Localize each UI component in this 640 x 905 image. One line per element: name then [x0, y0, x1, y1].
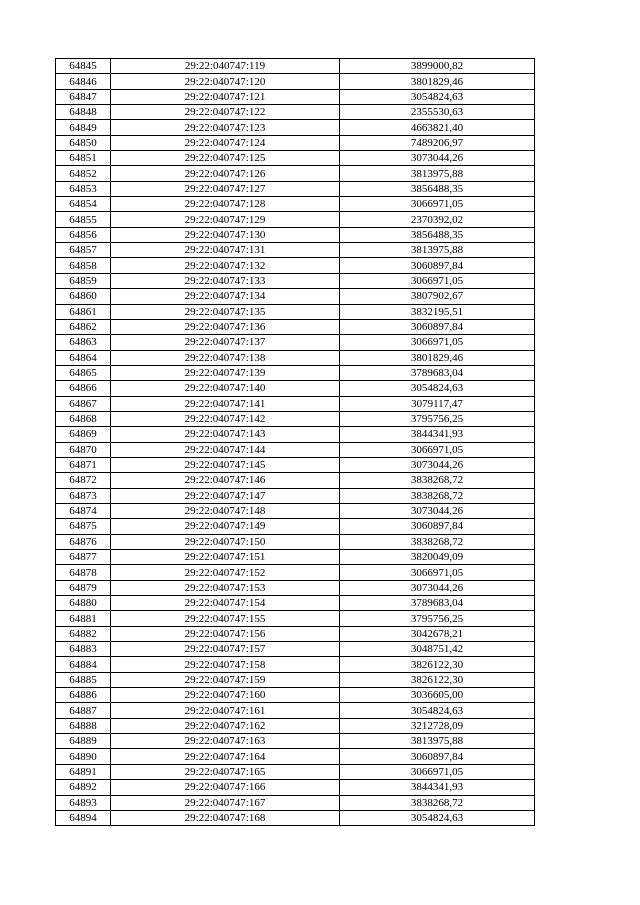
row-number-cell: 64894: [56, 810, 111, 825]
cadastral-value-cell: 3838268,72: [340, 534, 535, 549]
cadastral-number-cell: 29:22:040747:133: [111, 273, 340, 288]
cadastral-value-cell: 3789683,04: [340, 596, 535, 611]
table-row: [56, 703, 535, 718]
cadastral-value-cell: 3054824,63: [340, 89, 535, 104]
cadastral-value-cell: 3066971,05: [340, 565, 535, 580]
row-number-cell: 64892: [56, 780, 111, 795]
table-row: [56, 596, 535, 611]
cadastral-number-cell: 29:22:040747:165: [111, 764, 340, 779]
cadastral-number-cell: 29:22:040747:135: [111, 304, 340, 319]
cadastral-number-cell: 29:22:040747:147: [111, 488, 340, 503]
cadastral-value-cell: 3060897,84: [340, 749, 535, 764]
cadastral-number-cell: 29:22:040747:151: [111, 550, 340, 565]
cadastral-value-table: [55, 58, 535, 826]
cadastral-value-cell: 4663821,40: [340, 120, 535, 135]
table-row: [56, 151, 535, 166]
cadastral-value-cell: 3826122,30: [340, 657, 535, 672]
cadastral-value-cell: 3066971,05: [340, 273, 535, 288]
row-number-cell: 64873: [56, 488, 111, 503]
table-row: [56, 780, 535, 795]
table-row: [56, 396, 535, 411]
cadastral-value-cell: 7489206,97: [340, 135, 535, 150]
cadastral-value-cell: 3066971,05: [340, 335, 535, 350]
cadastral-value-cell: 3838268,72: [340, 795, 535, 810]
cadastral-value-cell: 3801829,46: [340, 74, 535, 89]
cadastral-value-cell: 3813975,88: [340, 734, 535, 749]
cadastral-value-cell: 3073044,26: [340, 503, 535, 518]
table-row: [56, 304, 535, 319]
row-number-cell: 64866: [56, 381, 111, 396]
table-row: [56, 227, 535, 242]
table-row: [56, 59, 535, 74]
cadastral-number-cell: 29:22:040747:129: [111, 212, 340, 227]
cadastral-number-cell: 29:22:040747:120: [111, 74, 340, 89]
row-number-cell: 64880: [56, 596, 111, 611]
cadastral-value-cell: 3826122,30: [340, 672, 535, 687]
row-number-cell: 64876: [56, 534, 111, 549]
cadastral-value-cell: 3036605,00: [340, 688, 535, 703]
cadastral-value-cell: 3048751,42: [340, 642, 535, 657]
table-row: [56, 105, 535, 120]
row-number-cell: 64864: [56, 350, 111, 365]
cadastral-number-cell: 29:22:040747:128: [111, 197, 340, 212]
cadastral-number-cell: 29:22:040747:134: [111, 289, 340, 304]
cadastral-number-cell: 29:22:040747:144: [111, 442, 340, 457]
table-row: [56, 335, 535, 350]
cadastral-value-cell: 3820049,09: [340, 550, 535, 565]
table-row: [56, 519, 535, 534]
table-row: [56, 411, 535, 426]
row-number-cell: 64851: [56, 151, 111, 166]
cadastral-number-cell: 29:22:040747:136: [111, 319, 340, 334]
cadastral-value-cell: 3795756,25: [340, 611, 535, 626]
cadastral-number-cell: 29:22:040747:159: [111, 672, 340, 687]
row-number-cell: 64865: [56, 365, 111, 380]
cadastral-value-cell: 3838268,72: [340, 488, 535, 503]
cadastral-number-cell: 29:22:040747:149: [111, 519, 340, 534]
table-row: [56, 442, 535, 457]
table-row: [56, 258, 535, 273]
table-row: [56, 611, 535, 626]
table-row: [56, 565, 535, 580]
cadastral-value-cell: 3054824,63: [340, 703, 535, 718]
table-row: [56, 642, 535, 657]
cadastral-number-cell: 29:22:040747:119: [111, 59, 340, 74]
cadastral-value-cell: 3066971,05: [340, 197, 535, 212]
table-row: [56, 734, 535, 749]
row-number-cell: 64887: [56, 703, 111, 718]
row-number-cell: 64868: [56, 411, 111, 426]
cadastral-number-cell: 29:22:040747:122: [111, 105, 340, 120]
table-row: [56, 488, 535, 503]
table-row: [56, 503, 535, 518]
row-number-cell: 64862: [56, 319, 111, 334]
table-row: [56, 749, 535, 764]
table-row: [56, 764, 535, 779]
cadastral-value-cell: 3856488,35: [340, 227, 535, 242]
cadastral-number-cell: 29:22:040747:126: [111, 166, 340, 181]
cadastral-number-cell: 29:22:040747:123: [111, 120, 340, 135]
table-row: [56, 427, 535, 442]
row-number-cell: 64875: [56, 519, 111, 534]
cadastral-value-cell: 3066971,05: [340, 442, 535, 457]
cadastral-value-cell: 3060897,84: [340, 258, 535, 273]
cadastral-value-cell: 3807902,67: [340, 289, 535, 304]
cadastral-value-cell: 3054824,63: [340, 381, 535, 396]
row-number-cell: 64891: [56, 764, 111, 779]
row-number-cell: 64893: [56, 795, 111, 810]
cadastral-number-cell: 29:22:040747:154: [111, 596, 340, 611]
row-number-cell: 64878: [56, 565, 111, 580]
cadastral-number-cell: 29:22:040747:138: [111, 350, 340, 365]
cadastral-number-cell: 29:22:040747:137: [111, 335, 340, 350]
row-number-cell: 64871: [56, 457, 111, 472]
table-row: [56, 626, 535, 641]
cadastral-number-cell: 29:22:040747:139: [111, 365, 340, 380]
row-number-cell: 64890: [56, 749, 111, 764]
cadastral-value-cell: 3832195,51: [340, 304, 535, 319]
cadastral-number-cell: 29:22:040747:156: [111, 626, 340, 641]
row-number-cell: 64872: [56, 473, 111, 488]
cadastral-number-cell: 29:22:040747:148: [111, 503, 340, 518]
row-number-cell: 64885: [56, 672, 111, 687]
row-number-cell: 64849: [56, 120, 111, 135]
table-row: [56, 534, 535, 549]
table-row: [56, 120, 535, 135]
row-number-cell: 64884: [56, 657, 111, 672]
cadastral-number-cell: 29:22:040747:127: [111, 181, 340, 196]
cadastral-number-cell: 29:22:040747:132: [111, 258, 340, 273]
row-number-cell: 64889: [56, 734, 111, 749]
row-number-cell: 64867: [56, 396, 111, 411]
table-row: [56, 672, 535, 687]
cadastral-value-cell: 3813975,88: [340, 166, 535, 181]
cadastral-value-cell: 3054824,63: [340, 810, 535, 825]
cadastral-number-cell: 29:22:040747:155: [111, 611, 340, 626]
row-number-cell: 64860: [56, 289, 111, 304]
cadastral-number-cell: 29:22:040747:166: [111, 780, 340, 795]
table-row: [56, 718, 535, 733]
row-number-cell: 64848: [56, 105, 111, 120]
table-row: [56, 74, 535, 89]
cadastral-value-cell: 3899000,82: [340, 59, 535, 74]
cadastral-number-cell: 29:22:040747:131: [111, 243, 340, 258]
row-number-cell: 64874: [56, 503, 111, 518]
table-row: [56, 212, 535, 227]
table-row: [56, 795, 535, 810]
cadastral-number-cell: 29:22:040747:158: [111, 657, 340, 672]
cadastral-value-cell: 3060897,84: [340, 319, 535, 334]
cadastral-value-cell: 3066971,05: [340, 764, 535, 779]
cadastral-number-cell: 29:22:040747:146: [111, 473, 340, 488]
row-number-cell: 64854: [56, 197, 111, 212]
table-row: [56, 289, 535, 304]
row-number-cell: 64881: [56, 611, 111, 626]
cadastral-value-cell: 3789683,04: [340, 365, 535, 380]
cadastral-number-cell: 29:22:040747:142: [111, 411, 340, 426]
cadastral-value-cell: 3073044,26: [340, 580, 535, 595]
cadastral-value-cell: 3073044,26: [340, 151, 535, 166]
cadastral-number-cell: 29:22:040747:168: [111, 810, 340, 825]
cadastral-value-cell: 3844341,93: [340, 780, 535, 795]
table-row: [56, 166, 535, 181]
cadastral-value-cell: 3060897,84: [340, 519, 535, 534]
cadastral-number-cell: 29:22:040747:163: [111, 734, 340, 749]
table-row: [56, 89, 535, 104]
table-row: [56, 273, 535, 288]
table-row: [56, 135, 535, 150]
table-row: [56, 457, 535, 472]
cadastral-value-cell: 2355530,63: [340, 105, 535, 120]
cadastral-number-cell: 29:22:040747:161: [111, 703, 340, 718]
cadastral-value-cell: 3813975,88: [340, 243, 535, 258]
row-number-cell: 64882: [56, 626, 111, 641]
cadastral-number-cell: 29:22:040747:130: [111, 227, 340, 242]
row-number-cell: 64845: [56, 59, 111, 74]
cadastral-number-cell: 29:22:040747:150: [111, 534, 340, 549]
cadastral-number-cell: 29:22:040747:160: [111, 688, 340, 703]
cadastral-number-cell: 29:22:040747:121: [111, 89, 340, 104]
cadastral-number-cell: 29:22:040747:141: [111, 396, 340, 411]
row-number-cell: 64869: [56, 427, 111, 442]
table-row: [56, 365, 535, 380]
cadastral-number-cell: 29:22:040747:152: [111, 565, 340, 580]
row-number-cell: 64870: [56, 442, 111, 457]
row-number-cell: 64853: [56, 181, 111, 196]
cadastral-value-cell: 3042678,21: [340, 626, 535, 641]
table-row: [56, 243, 535, 258]
row-number-cell: 64857: [56, 243, 111, 258]
row-number-cell: 64883: [56, 642, 111, 657]
row-number-cell: 64847: [56, 89, 111, 104]
row-number-cell: 64879: [56, 580, 111, 595]
table-row: [56, 473, 535, 488]
cadastral-number-cell: 29:22:040747:145: [111, 457, 340, 472]
cadastral-value-cell: 3844341,93: [340, 427, 535, 442]
row-number-cell: 64886: [56, 688, 111, 703]
cadastral-value-cell: 3801829,46: [340, 350, 535, 365]
cadastral-number-cell: 29:22:040747:157: [111, 642, 340, 657]
row-number-cell: 64859: [56, 273, 111, 288]
cadastral-number-cell: 29:22:040747:153: [111, 580, 340, 595]
row-number-cell: 64877: [56, 550, 111, 565]
table-row: [56, 350, 535, 365]
cadastral-number-cell: 29:22:040747:125: [111, 151, 340, 166]
row-number-cell: 64888: [56, 718, 111, 733]
row-number-cell: 64846: [56, 74, 111, 89]
cadastral-value-cell: 3795756,25: [340, 411, 535, 426]
cadastral-number-cell: 29:22:040747:124: [111, 135, 340, 150]
row-number-cell: 64863: [56, 335, 111, 350]
table-row: [56, 688, 535, 703]
table-row: [56, 657, 535, 672]
cadastral-number-cell: 29:22:040747:167: [111, 795, 340, 810]
table-row: [56, 550, 535, 565]
cadastral-number-cell: 29:22:040747:140: [111, 381, 340, 396]
cadastral-number-cell: 29:22:040747:162: [111, 718, 340, 733]
row-number-cell: 64858: [56, 258, 111, 273]
table-row: [56, 197, 535, 212]
table-row: [56, 381, 535, 396]
row-number-cell: 64856: [56, 227, 111, 242]
cadastral-value-cell: 3073044,26: [340, 457, 535, 472]
table-row: [56, 580, 535, 595]
cadastral-value-cell: 3079117,47: [340, 396, 535, 411]
cadastral-value-cell: 2370392,02: [340, 212, 535, 227]
cadastral-number-cell: 29:22:040747:164: [111, 749, 340, 764]
cadastral-value-cell: 3212728,09: [340, 718, 535, 733]
table-body: [56, 59, 535, 826]
table-row: [56, 810, 535, 825]
row-number-cell: 64852: [56, 166, 111, 181]
row-number-cell: 64861: [56, 304, 111, 319]
table-row: [56, 319, 535, 334]
cadastral-value-cell: 3856488,35: [340, 181, 535, 196]
table-row: [56, 181, 535, 196]
row-number-cell: 64850: [56, 135, 111, 150]
cadastral-value-cell: 3838268,72: [340, 473, 535, 488]
cadastral-number-cell: 29:22:040747:143: [111, 427, 340, 442]
row-number-cell: 64855: [56, 212, 111, 227]
